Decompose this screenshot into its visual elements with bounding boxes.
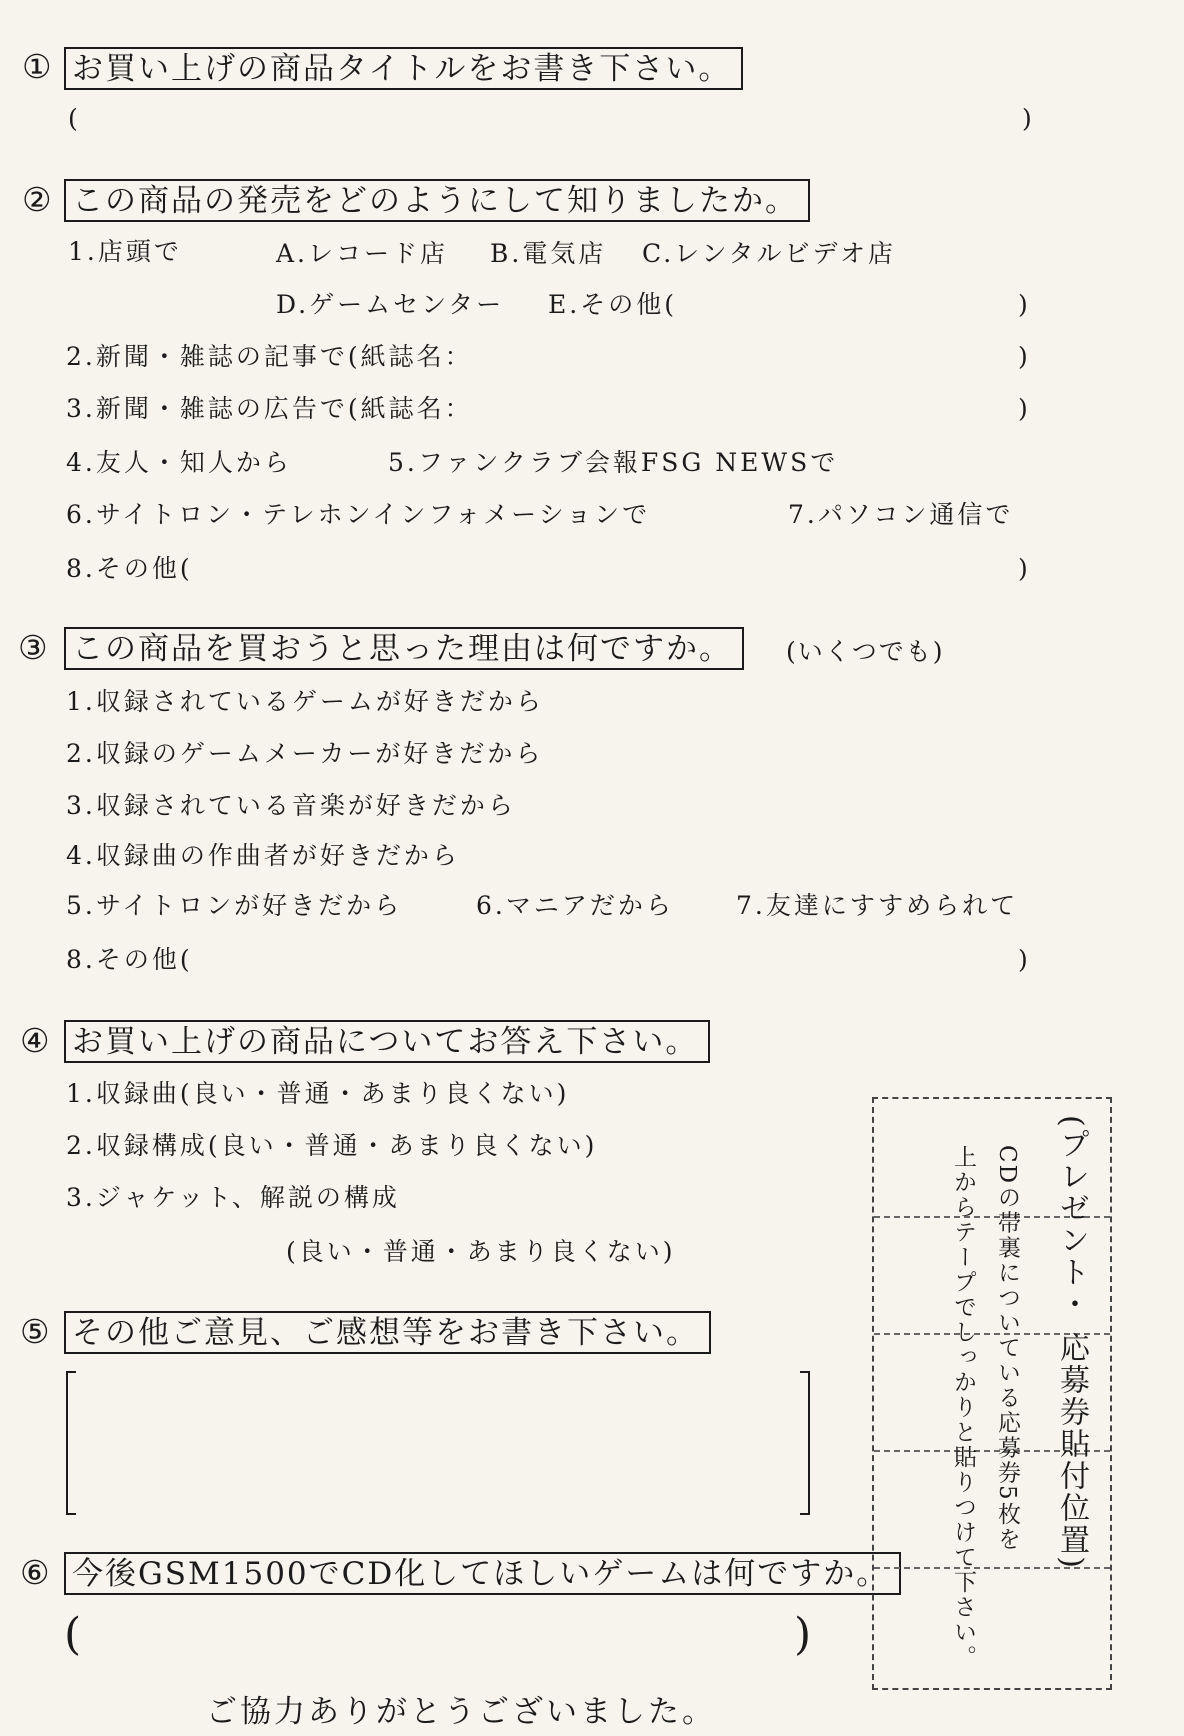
question-number-2: ② xyxy=(22,180,52,219)
close-paren: ) xyxy=(1018,290,1028,319)
thanks-message: ご協力ありがとうございました。 xyxy=(206,1694,716,1730)
q3-option-8[interactable]: 8.その他( xyxy=(66,945,193,974)
question-2-title: この商品の発売をどのようにして知りましたか。 xyxy=(64,179,810,222)
q3-option-2[interactable]: 2.収録のゲームメーカーが好きだから xyxy=(66,739,544,768)
q3-option-7[interactable]: 7.友達にすすめられて xyxy=(736,891,1019,920)
q2-option-5[interactable]: 5.ファンクラブ会報FSG NEWSで xyxy=(388,448,839,477)
left-bracket xyxy=(66,1371,76,1515)
close-paren: ) xyxy=(1022,104,1032,133)
coupon-title: (プレゼント・ 応募券貼付位置) xyxy=(1054,1115,1089,1570)
q2-option-4[interactable]: 4.友人・知人から xyxy=(66,448,292,477)
question-number-6: ⑥ xyxy=(20,1553,50,1592)
q3-option-3[interactable]: 3.収録されている音楽が好きだから xyxy=(66,791,516,820)
q4-item-3[interactable]: 3.ジャケット、解説の構成 xyxy=(66,1183,400,1212)
q4-item-2[interactable]: 2.収録構成(良い・普通・あまり良くない) xyxy=(66,1131,598,1160)
question-number-1: ① xyxy=(22,47,52,86)
q2-option-6[interactable]: 6.サイトロン・テレホンインフォメーションで xyxy=(66,500,651,529)
q2-option-1a[interactable]: A.レコード店 xyxy=(276,239,449,268)
question-4-title: お買い上げの商品についてお答え下さい。 xyxy=(64,1020,710,1063)
q2-option-7[interactable]: 7.パソコン通信で xyxy=(788,500,1014,529)
q2-option-1c[interactable]: C.レンタルビデオ店 xyxy=(642,239,897,268)
q3-option-1[interactable]: 1.収録されているゲームが好きだから xyxy=(66,687,544,716)
q2-option-1e[interactable]: E.その他( xyxy=(548,290,677,319)
coupon-instruction-1: CDの帯裏についている応募券5枚を xyxy=(994,1145,1020,1552)
q4-item-3-rating[interactable]: (良い・普通・あまり良くない) xyxy=(286,1237,676,1266)
close-paren: ) xyxy=(1018,342,1028,371)
coupon-paste-area[interactable] xyxy=(872,1097,1112,1690)
right-bracket xyxy=(800,1371,810,1515)
question-3-title: この商品を買おうと思った理由は何ですか。 xyxy=(64,627,744,670)
q2-option-1d[interactable]: D.ゲームセンター xyxy=(276,290,505,319)
close-paren: ) xyxy=(1018,394,1028,423)
close-paren: ) xyxy=(1018,945,1028,974)
question-number-5: ⑤ xyxy=(20,1312,50,1351)
question-6-title: 今後GSM1500でCD化してほしいゲームは何ですか。 xyxy=(64,1552,901,1595)
close-paren: ) xyxy=(794,1609,812,1660)
q3-note: (いくつでも) xyxy=(786,637,945,666)
q3-option-4[interactable]: 4.収録曲の作曲者が好きだから xyxy=(66,841,460,870)
q4-item-1[interactable]: 1.収録曲(良い・普通・あまり良くない) xyxy=(66,1079,570,1108)
question-5-title: その他ご意見、ご感想等をお書き下さい。 xyxy=(64,1311,711,1354)
coupon-instruction-2: 上からテープでしっかりと貼りつけて下さい。 xyxy=(950,1145,976,1670)
q2-option-1[interactable]: 1.店頭で xyxy=(68,237,182,266)
q2-option-1b[interactable]: B.電気店 xyxy=(490,239,607,268)
open-paren: ( xyxy=(68,104,78,133)
q2-option-2[interactable]: 2.新聞・雑誌の記事で(紙誌名： xyxy=(66,342,473,371)
question-number-4: ④ xyxy=(20,1021,50,1060)
q2-option-8[interactable]: 8.その他( xyxy=(66,554,193,583)
q3-option-5[interactable]: 5.サイトロンが好きだから xyxy=(66,891,403,920)
q2-option-3[interactable]: 3.新聞・雑誌の広告で(紙誌名： xyxy=(66,394,473,423)
open-paren: ( xyxy=(64,1609,82,1660)
question-number-3: ③ xyxy=(18,628,48,667)
q3-option-6[interactable]: 6.マニアだから xyxy=(476,891,674,920)
question-1-title: お買い上げの商品タイトルをお書き下さい。 xyxy=(64,47,743,90)
close-paren: ) xyxy=(1018,554,1028,583)
